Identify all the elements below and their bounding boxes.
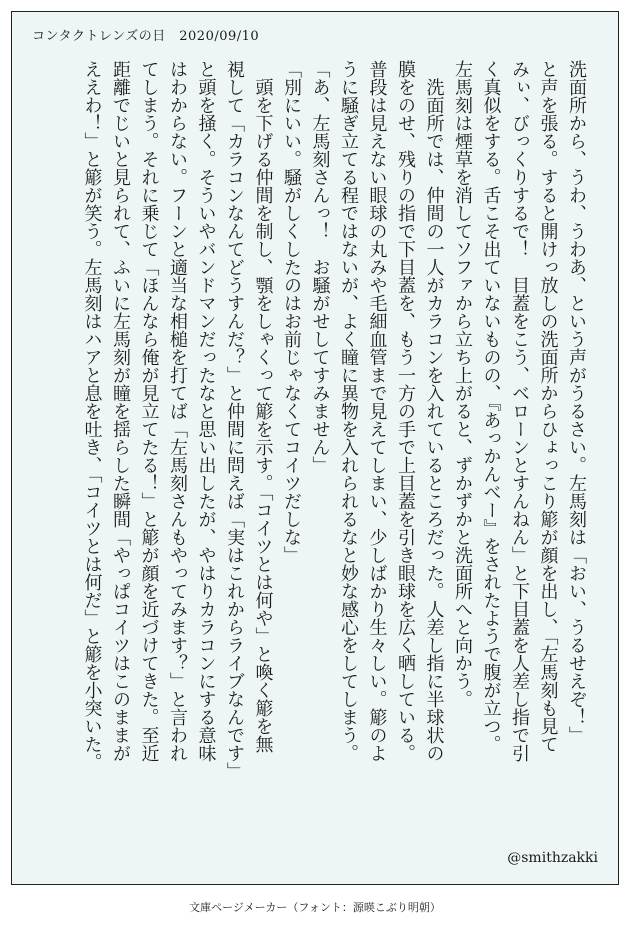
- vertical-body-text: 洗面所から、うわ、うわあ、という声がうるさい。左馬刻は「おい、うるせえぞ！」 と声を張る。すると開けっ放しの洗面所からひょっこり簓が顔を出し、「左馬刻も見て みぃ、びっくりするで！ 目蓋をこう、ベローンとすんねん」と下目蓋を人差し指で引 く真似をする。舌こそ出ていないものの、『あっかんべー』をされたようで腹が立つ。 左馬刻は煙草を消してソファから立ち上がると、ずかずかと洗面所へと向かう。 洗面所では、仲間の一人がカラコンを入れているところだった。人差し指に半球状の 膜をのせ、残りの指で下目蓋を、もう一方の手で上目蓋を引き眼球を広く晒している。 普段は見えない眼球の丸みや毛細血管まで見えてしまい、少しばかり生々しい。簓のよ うに騒ぎ立てる程ではないが、よく瞳に異物を入れられるなと妙な感心をしてしまう。 「あ、左馬刻さんっ！ お騒がせしてすみません」 「別にいい。騒がしくしたのはお前じゃなくてコイツだしな」 頭を下げる仲間を制し、顎をしゃくって簓を示す。「コイツとは何や」と喚く簓を無 視して「カラコンなんてどうすんだ？」と仲間に問えば「実はこれからライブなんです」 と頭を掻く。そういやバンドマンだったなと思い出したが、やはりカラコンにする意味 はわからない。フーンと適当な相槌を打てば「左馬刻さんもやってみます？」と言われ てしまう。それに乗じて「ほんなら俺が見立てたる！」と簓が顔を近づけてきた。至近 距離でじいと見られて、ふいに左馬刻が瞳を揺らした瞬間「やっぱコイツはこのままが ええわ！」と簓が笑う。左馬刻はハアと息を吐き、「コイツとは何だ」と簓を小突いた。: [81, 60, 587, 780]
- footer-credit: 文庫ページメーカー（フォント：源暎こぶり明朝）: [189, 901, 441, 914]
- author-handle: @smithzakki: [507, 850, 598, 866]
- novel-page: [11, 11, 619, 885]
- page-title: コンタクトレンズの日 2020/09/10: [32, 29, 260, 44]
